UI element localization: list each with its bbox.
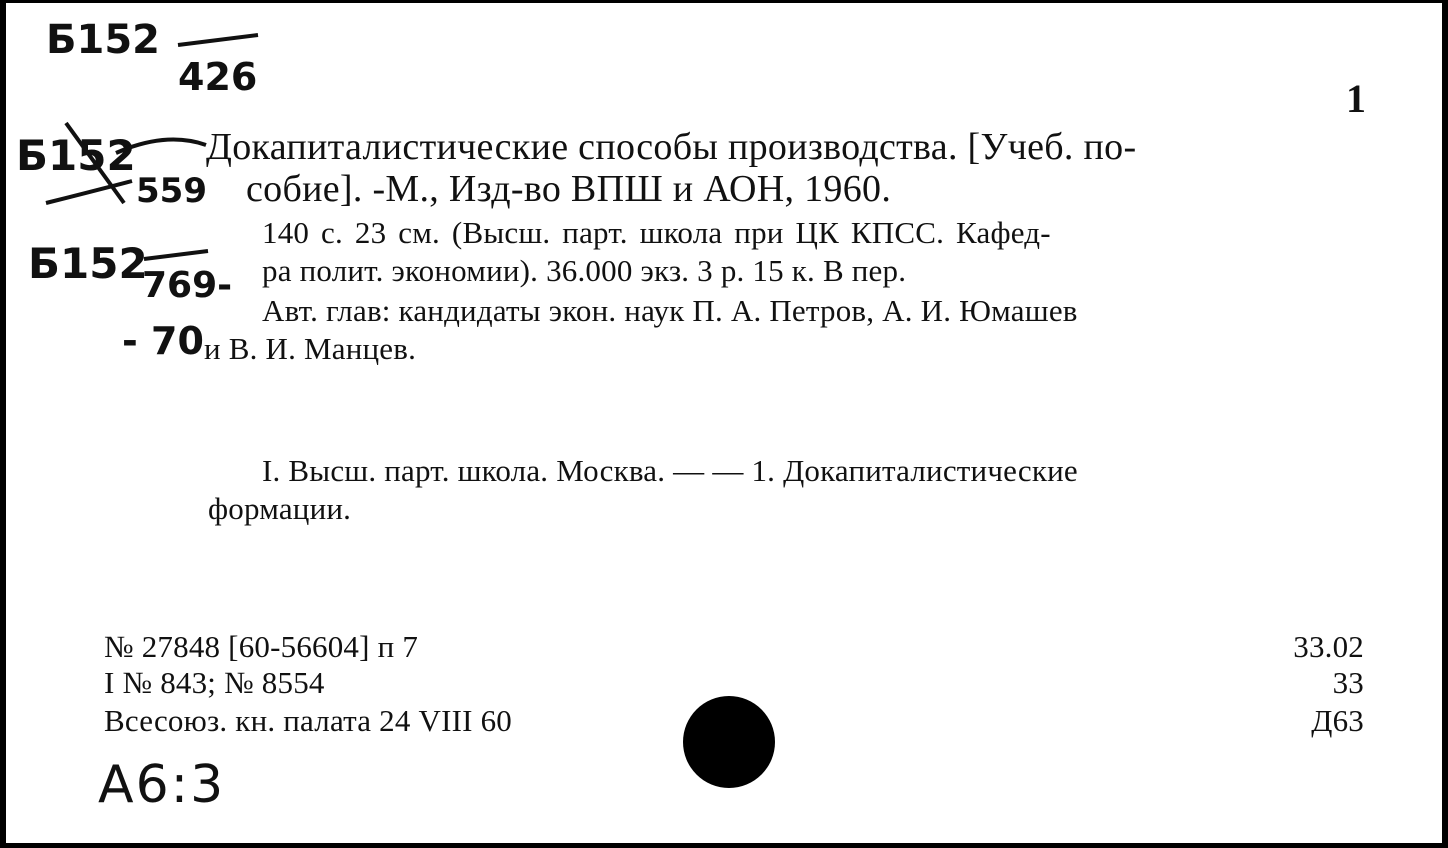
- tracings-line-1: I. Высш. парт. школа. Москва. — — 1. Докапиталистические: [262, 453, 1078, 488]
- shelf-mark-3-sub: 769-: [142, 265, 233, 306]
- footer-issue-number: I № 843; № 8554: [104, 665, 325, 700]
- description-line-1: 140 с. 23 см. (Высш. парт. школа при ЦК КПСС. Кафед-: [262, 215, 1051, 250]
- shelf-mark-3: Б152: [28, 239, 148, 288]
- title-line-2: собие]. -М., Изд-во ВПШ и АОН, 1960.: [246, 168, 892, 210]
- shelf-mark-3-year: - 70: [122, 319, 204, 363]
- punch-hole: [683, 696, 775, 788]
- shelf-mark-2-sub: 559: [136, 171, 207, 211]
- title-line-1: Докапиталистические способы производства. [Учеб. по-: [206, 126, 1137, 168]
- bottom-location-code: А6:3: [98, 755, 226, 815]
- shelf-mark-1-sub: 426: [178, 55, 258, 99]
- footer-classification-1: 33.02: [1293, 629, 1364, 664]
- footer-classification-3: Д63: [1311, 703, 1364, 738]
- description-line-2: ра полит. экономии). 36.000 экз. 3 р. 15 к. В пер.: [262, 253, 907, 288]
- authors-line-1: Авт. глав: кандидаты экон. наук П. А. Петров, А. И. Юмашев: [262, 293, 1078, 328]
- shelf-mark-1: Б152: [46, 17, 160, 63]
- shelf-mark-2: Б152: [16, 131, 136, 180]
- tracings-line-2: формации.: [208, 491, 352, 526]
- footer-chamber-date: Всесоюз. кн. палата 24 VIII 60: [104, 703, 513, 738]
- footer-registration-number: № 27848 [60-56604] п 7: [104, 629, 419, 664]
- card-number: 1: [1346, 76, 1366, 121]
- authors-line-2: и В. И. Манцев.: [204, 331, 417, 366]
- footer-classification-2: 33: [1332, 665, 1364, 700]
